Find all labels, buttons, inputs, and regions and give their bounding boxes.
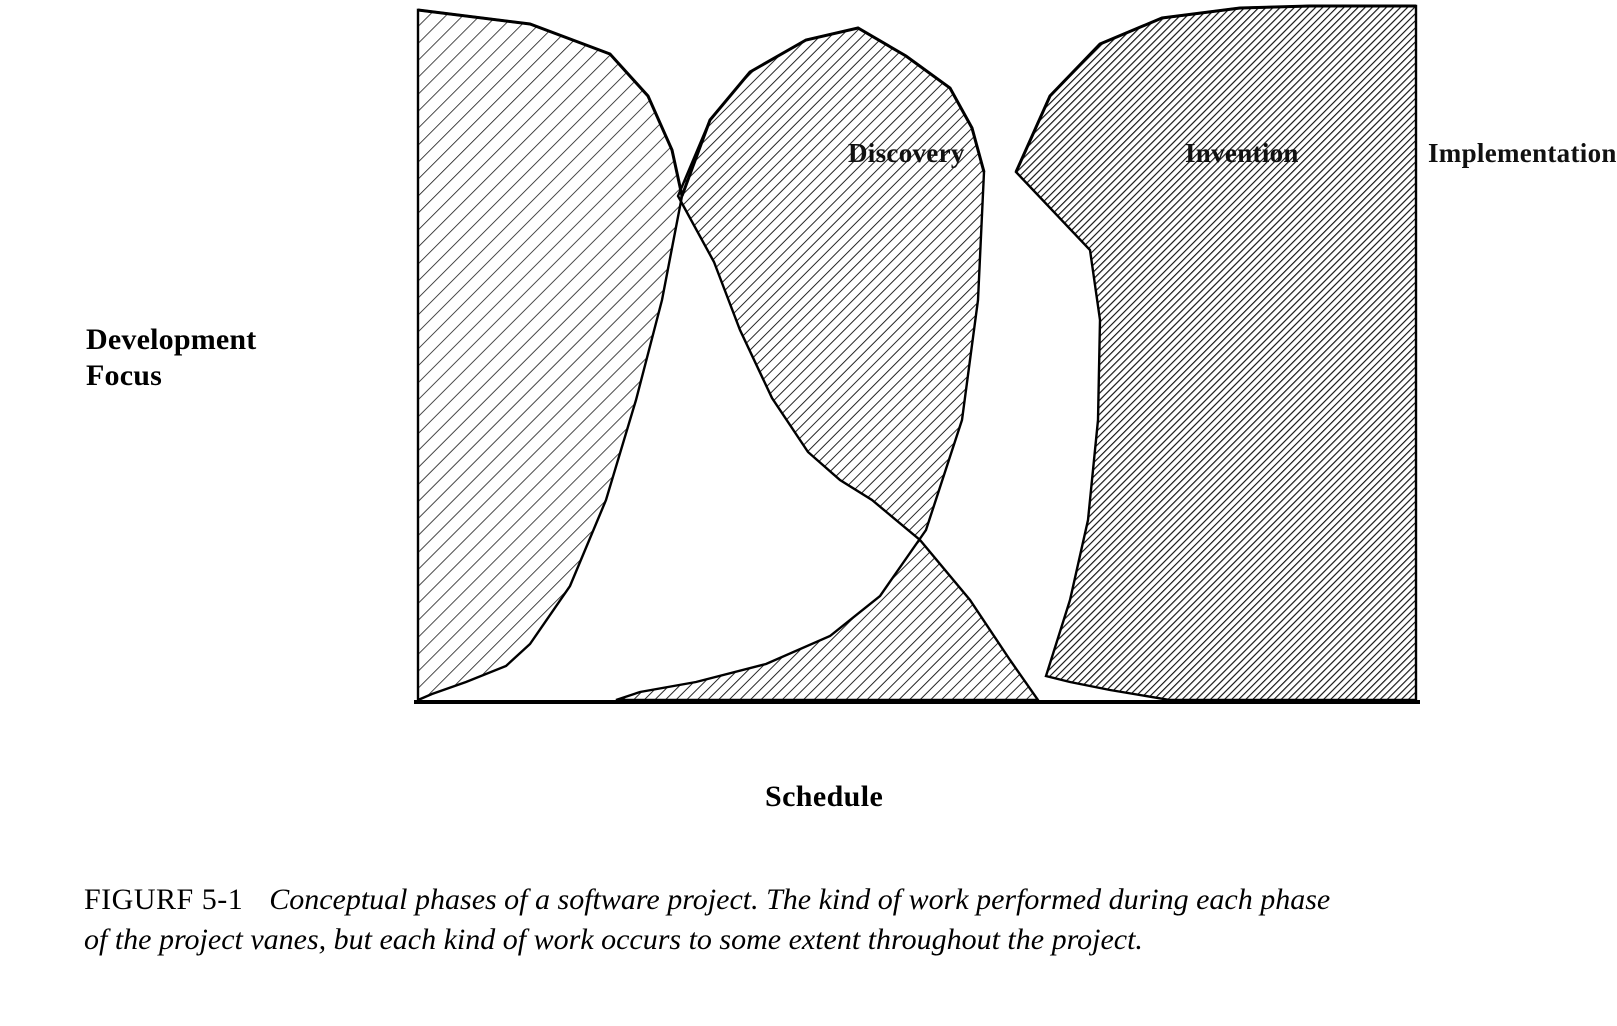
x-axis-label: Schedule bbox=[765, 780, 884, 813]
figure-caption-text: Conceptual phases of a software project. The kind of work performed during each phase of the project vanes, but each kind of work occurs to some extent throughout the project. bbox=[84, 883, 1331, 956]
series-area-invention bbox=[616, 28, 1038, 700]
plot-area bbox=[410, 0, 1617, 730]
figure-caption bbox=[84, 880, 1360, 960]
series-area-discovery bbox=[418, 10, 682, 700]
series-label-implementation: Implementation bbox=[1428, 138, 1617, 168]
y-axis-label-line-1: Development bbox=[86, 323, 257, 356]
y-axis-label bbox=[86, 322, 366, 394]
series-label-invention: Invention bbox=[1185, 138, 1299, 168]
series-label-discovery: Discovery bbox=[848, 138, 965, 168]
y-axis-label-line-2: Focus bbox=[86, 359, 162, 392]
phase-curves-chart bbox=[410, 0, 1424, 730]
figure-number: FIGURF 5-1 bbox=[84, 883, 244, 916]
series-area-implementation bbox=[1016, 6, 1416, 700]
